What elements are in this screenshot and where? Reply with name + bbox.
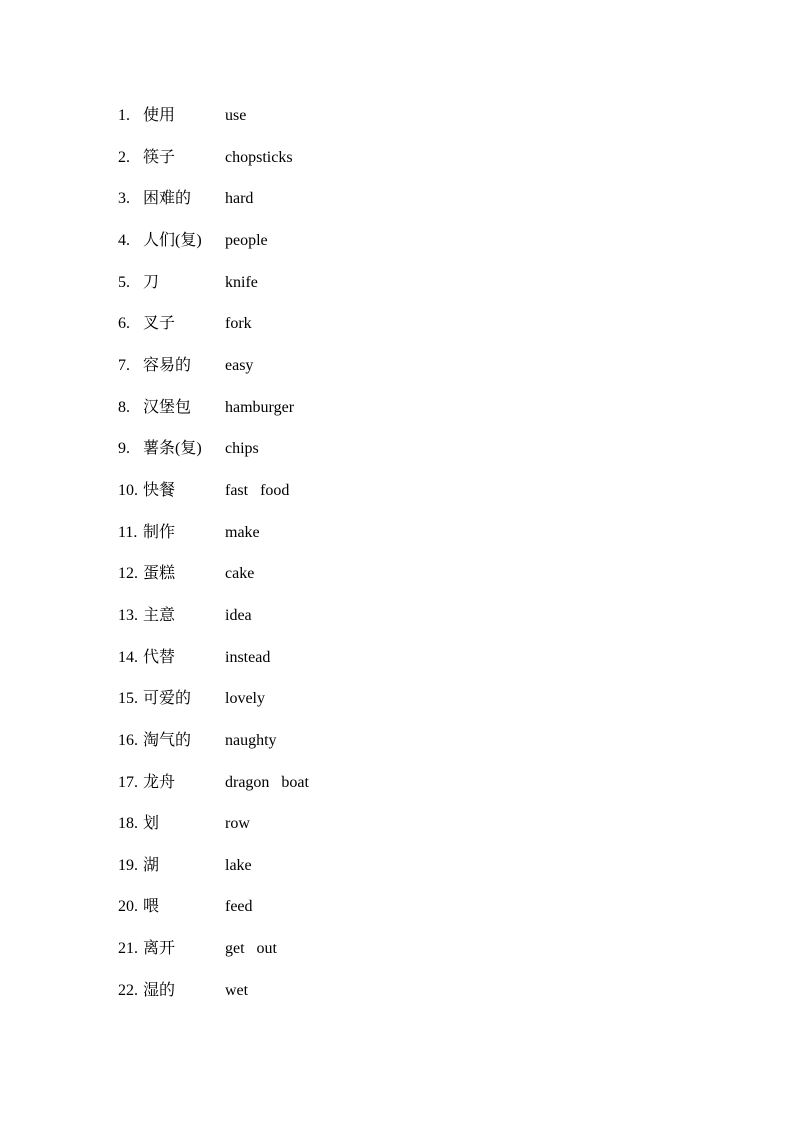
english-word: naughty [225,731,277,749]
vocab-row [118,886,793,928]
english-word: lake [225,856,252,874]
item-number: 13. [118,606,138,624]
chinese-word: 湖 [143,856,160,874]
item-number: 9. [118,440,130,458]
item-number: 22. [118,981,138,999]
item-number: 17. [118,773,138,791]
item-number: 19. [118,856,138,874]
chinese-word: 快餐 [143,481,176,499]
chinese-word: 容易的 [143,356,192,374]
english-word: lovely [225,690,265,708]
vocab-row [118,762,793,804]
chinese-word: 划 [143,815,160,833]
vocab-row [118,803,793,845]
chinese-word: 刀 [143,273,160,291]
english-word: wet [225,981,249,999]
english-word: instead [225,648,271,666]
chinese-word: 可爱的 [143,690,192,708]
item-number: 5. [118,273,130,291]
vocab-row [118,178,793,220]
item-number: 18. [118,815,138,833]
chinese-word: 人们(复) [143,231,202,249]
chinese-word: 困难的 [143,190,192,208]
english-word: chips [225,440,259,458]
english-word: fast food [225,481,290,499]
english-word: hamburger [225,398,295,416]
chinese-word: 湿的 [143,981,176,999]
vocab-row [118,928,793,970]
item-number: 6. [118,315,130,333]
item-number: 2. [118,148,130,166]
vocab-row [118,470,793,512]
item-number: 4. [118,231,130,249]
english-word: fork [225,315,252,333]
english-word: people [225,231,268,249]
english-word: easy [225,356,254,374]
item-number: 10. [118,481,138,499]
vocab-row [118,428,793,470]
vocab-row [118,220,793,262]
english-word: row [225,815,250,833]
chinese-word: 筷子 [143,148,176,166]
item-number: 20. [118,898,138,916]
item-number: 8. [118,398,130,416]
vocab-row [118,678,793,720]
item-number: 11. [118,523,138,541]
vocab-row [118,262,793,304]
chinese-word: 主意 [143,606,176,624]
vocab-row [118,345,793,387]
item-number: 3. [118,190,130,208]
english-word: use [225,107,247,124]
chinese-word: 龙舟 [143,773,176,791]
vocab-row [118,970,793,1012]
chinese-word: 薯条(复) [143,440,202,458]
chinese-word: 蛋糕 [143,565,176,583]
chinese-word: 淘气的 [143,731,192,749]
chinese-word: 代替 [143,648,176,666]
english-word: idea [225,606,252,624]
chinese-word: 喂 [143,898,160,916]
chinese-word: 汉堡包 [143,398,192,416]
vocab-row [118,387,793,429]
english-word: chopsticks [225,148,293,166]
item-number: 7. [118,356,130,374]
english-word: make [225,523,260,541]
vocab-row [118,137,793,179]
chinese-word: 制作 [143,523,176,541]
vocab-row [118,720,793,762]
english-word: get out [225,940,277,958]
item-number: 1. [118,107,130,124]
english-word: hard [225,190,254,208]
english-word: feed [225,898,253,916]
chinese-word: 离开 [143,940,176,958]
item-number: 21. [118,940,138,958]
vocab-row [118,303,793,345]
vocab-row [118,637,793,679]
vocab-row [118,553,793,595]
vocab-row [118,845,793,887]
item-number: 12. [118,565,138,583]
english-word: knife [225,273,258,291]
vocab-row [118,595,793,637]
chinese-word: 使用 [143,107,176,124]
item-number: 16. [118,731,138,749]
vocab-row [118,95,793,137]
item-number: 14. [118,648,138,666]
english-word: cake [225,565,255,583]
vocab-row [118,512,793,554]
item-number: 15. [118,690,138,708]
chinese-word: 叉子 [143,315,176,333]
english-word: dragon boat [225,773,309,791]
